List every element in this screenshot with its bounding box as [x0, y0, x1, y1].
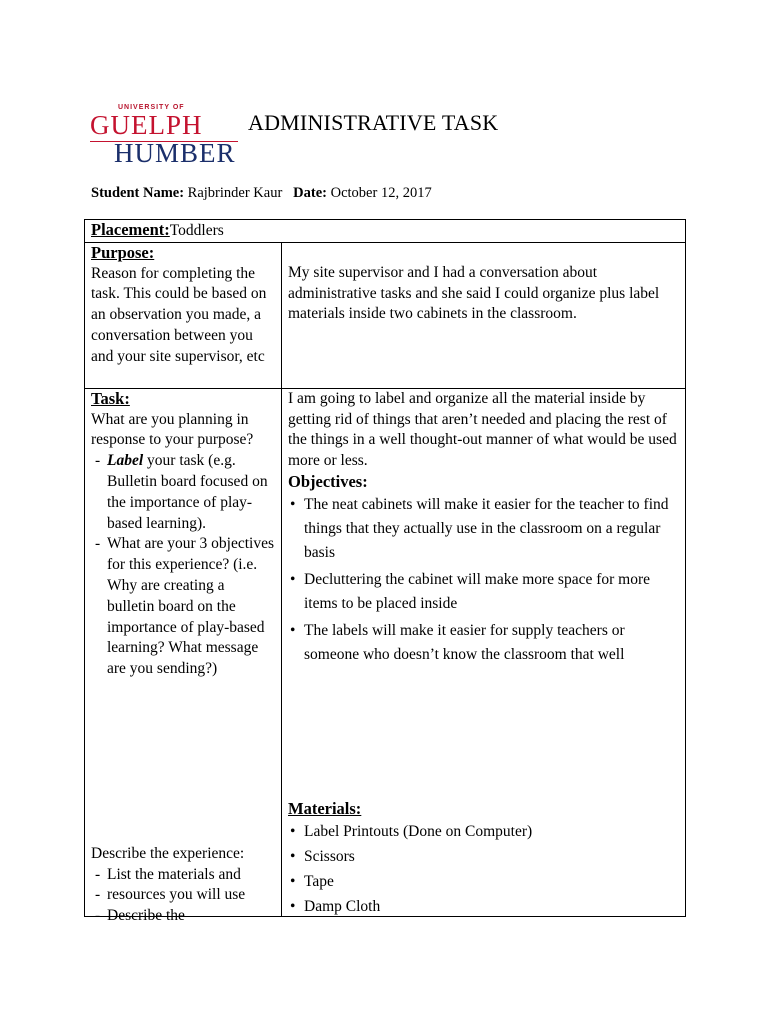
student-name-label: Student Name: [91, 185, 185, 201]
objectives-list [288, 493, 679, 667]
experience-prompt-item: - Describe the [91, 906, 275, 927]
materials-block [288, 799, 678, 920]
objectives-heading: Objectives: [288, 471, 368, 491]
material-item: • Damp Cloth [304, 895, 678, 918]
task-prompt: What are you planning in response to your purpose? [91, 410, 254, 449]
task-heading: Task: [91, 388, 130, 408]
page-title: ADMINISTRATIVE TASK [248, 110, 499, 135]
placement-label: Placement: [91, 220, 170, 239]
placement-value: Toddlers [169, 222, 224, 239]
experience-prompt-item: - List the materials and [91, 865, 275, 886]
task-prompt-item: - What are your 3 objectives for this experience? (i.e. Why are creating a bulletin board on the importance of play-based learning? What message are you sending?) [91, 534, 275, 680]
objective-item: • The neat cabinets will make it easier for the teacher to find things that they actually use in the classroom on a regular basis [304, 493, 679, 565]
student-info [91, 185, 432, 202]
materials-heading: Materials: [288, 798, 362, 818]
task-prompt-list [91, 451, 275, 680]
task-table [84, 219, 686, 925]
materials-list [288, 820, 678, 918]
date-label: Date: [293, 185, 327, 201]
purpose-prompt: Reason for completing the task. This could be based on an observation you made, a conversation between you and your site supervisor, etc [91, 264, 267, 365]
material-item: • Tape [304, 870, 678, 893]
student-name-value: Rajbrinder Kaur [187, 185, 283, 201]
experience-prompt-list [91, 865, 275, 927]
material-item: • Label Printouts (Done on Computer) [304, 820, 678, 843]
purpose-response: My site supervisor and I had a conversation about administrative tasks and she said I could organize plus label materials inside two cabinets in the classroom. [288, 263, 660, 323]
material-item: • Scissors [304, 845, 678, 868]
logo-guelph: GUELPH [90, 110, 203, 140]
purpose-row [85, 242, 686, 388]
date-value: October 12, 2017 [330, 185, 432, 201]
task-prompt-item: - Label your task (e.g. Bulletin board focused on the importance of play-based learning). [91, 451, 275, 534]
logo-university-of: UNIVERSITY OF [118, 104, 185, 111]
experience-prompt-block [91, 844, 275, 927]
task-row [85, 388, 686, 916]
university-logo [88, 104, 248, 166]
task-response: I am going to label and organize all the material inside by getting rid of things that aren’t needed and placing the rest of the things in a well thought-out manner of what would be used more or less. [288, 389, 677, 470]
objective-item: • The labels will make it easier for supply teachers or someone who doesn’t know the classroom that well [304, 619, 679, 667]
purpose-heading: Purpose: [91, 242, 155, 262]
experience-prompt-item: - resources you will use [91, 885, 275, 906]
objective-item: • Decluttering the cabinet will make more space for more items to be placed inside [304, 568, 679, 616]
experience-prompt: Describe the experience: [91, 844, 245, 862]
logo-humber: HUMBER [114, 138, 236, 168]
placement-row [85, 220, 686, 243]
